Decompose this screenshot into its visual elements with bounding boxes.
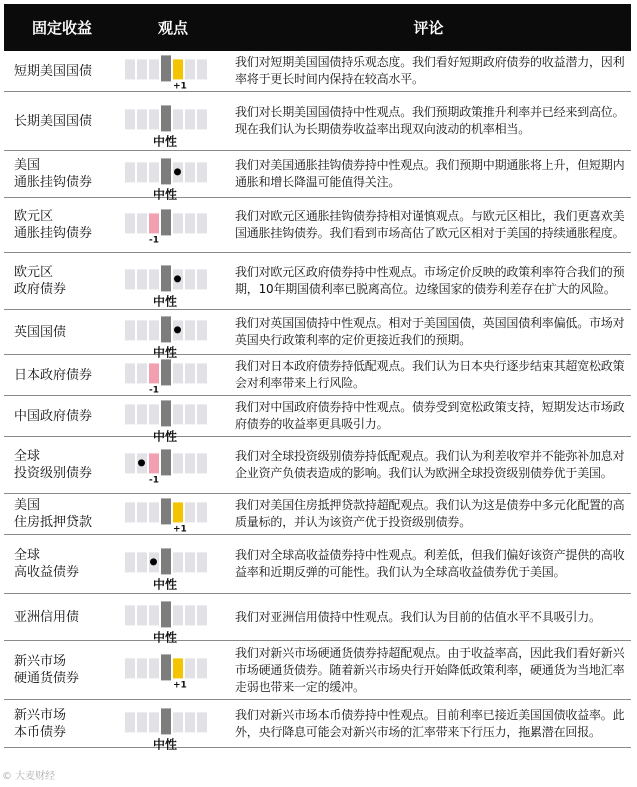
scale-segment	[185, 453, 195, 473]
view-scale	[125, 404, 221, 444]
scale-segment	[185, 404, 195, 424]
scale-segment	[125, 59, 135, 79]
scale-segment	[173, 712, 183, 732]
scale-segment	[185, 552, 195, 572]
view-scale-cell	[122, 437, 232, 493]
asset-class-label: 长期美国国债	[14, 113, 93, 129]
scale-segment	[137, 59, 147, 79]
scale-segment	[137, 363, 147, 383]
scale-segment	[161, 708, 171, 734]
scale-segment	[149, 59, 159, 79]
view-scale-cell	[122, 594, 232, 645]
views-table	[4, 51, 631, 751]
view-scale-cell	[122, 92, 232, 150]
scale-segment	[185, 162, 195, 182]
scale-segment	[125, 213, 135, 233]
comment-text: 我们对美国通胀挂钩债券持中性观点。我们预期中期通胀将上升，但短期内通胀和增长降温可能值得关注。	[235, 158, 625, 189]
view-scale	[125, 269, 221, 309]
table-row	[4, 437, 631, 494]
view-label: 中性	[153, 736, 178, 751]
view-scale	[125, 162, 221, 202]
watermark: © 大麦财经	[2, 771, 56, 782]
change-indicator-dot	[150, 558, 157, 565]
scale-segment	[185, 59, 195, 79]
scale-segment	[137, 320, 147, 340]
view-label: 中性	[153, 429, 178, 444]
header-asset-class: 固定收益	[31, 19, 92, 37]
scale-segment	[125, 320, 135, 340]
asset-class-label: 新兴市场 硬通货债券	[14, 654, 80, 686]
scale-segment	[185, 712, 195, 732]
table-row	[4, 92, 631, 151]
asset-class-label: 英国国债	[14, 324, 67, 340]
comment-text: 我们对全球高收益债券持中性观点。利差低，但我们偏好该资产提供的高收益率和近期反弹的可能性。我们认为全球高收益债券优于美国。	[235, 548, 625, 579]
scale-segment	[149, 269, 159, 289]
table-row	[4, 641, 631, 700]
view-scale-cell	[122, 641, 232, 699]
scale-segment	[197, 59, 207, 79]
scale-segment	[125, 269, 135, 289]
scale-segment	[161, 449, 171, 475]
scale-segment	[185, 109, 195, 129]
scale-segment	[173, 363, 183, 383]
scale-segment	[125, 363, 135, 383]
scale-segment	[161, 265, 171, 291]
table-row	[4, 310, 631, 360]
header-view: 观点	[157, 19, 188, 37]
header-comment: 评论	[413, 19, 444, 37]
comment-text: 我们对长期美国国债持中性观点。我们预期政策推升利率并已经来到高位。现在我们认为长期债券收益率出现双向波动的机率相当。	[235, 105, 625, 136]
view-scale-cell	[122, 355, 232, 395]
view-label: +1	[173, 524, 187, 535]
change-indicator-dot	[174, 326, 181, 333]
asset-class-label: 短期美国国债	[14, 63, 93, 79]
scale-segment	[125, 658, 135, 678]
scale-segment	[185, 502, 195, 522]
comment-text: 我们对全球投资级别债券持低配观点。我们认为利差收窄并不能弥补加息对企业资产负债表造成的影响。我们认为欧洲全球投资级别债券优于美国。	[235, 449, 625, 480]
change-indicator-dot	[174, 168, 181, 175]
scale-segment	[173, 453, 183, 473]
asset-class-label: 新兴市场 本币债券	[14, 707, 67, 740]
scale-segment	[137, 109, 147, 129]
scale-segment	[149, 453, 159, 473]
view-scale	[125, 605, 221, 645]
scale-segment	[161, 654, 171, 680]
scale-segment	[197, 320, 207, 340]
scale-segment	[125, 453, 135, 473]
scale-segment	[173, 59, 183, 79]
comment-text: 我们对新兴市场硬通货债券持超配观点。由于收益率高，因此我们看好新兴市场硬通货债券。随着新兴市场央行开始降低政策利率，硬通货为当地汇率走弱也带来一定的缓冲。	[235, 645, 625, 694]
view-scale-cell	[122, 535, 232, 593]
view-scale	[125, 453, 221, 486]
comment-text: 我们对亚洲信用债持中性观点。我们认为目前的估值水平不具吸引力。	[235, 609, 601, 624]
scale-segment	[197, 213, 207, 233]
scale-segment	[149, 712, 159, 732]
view-scale	[125, 502, 221, 535]
table-row	[4, 700, 631, 751]
view-scale-cell	[122, 494, 232, 534]
scale-segment	[161, 316, 171, 342]
comment-text: 我们对欧元区通胀挂钩债券持相对谨慎观点。与欧元区相比，我们更喜欢美国通胀挂钩债券。我们看到市场高估了欧元区相对于美国的持续通胀程度。	[235, 209, 625, 240]
scale-segment	[161, 400, 171, 426]
view-scale	[125, 363, 221, 396]
scale-segment	[197, 404, 207, 424]
scale-segment	[149, 658, 159, 678]
scale-segment	[149, 213, 159, 233]
scale-segment	[173, 552, 183, 572]
scale-segment	[185, 605, 195, 625]
asset-class-label: 全球 高收益债券	[14, 548, 80, 580]
view-label: -1	[149, 385, 159, 396]
view-scale-cell	[122, 198, 232, 252]
change-indicator-dot	[138, 459, 145, 466]
scale-segment	[161, 359, 171, 385]
scale-segment	[125, 404, 135, 424]
table-row	[4, 151, 631, 202]
scale-segment	[137, 269, 147, 289]
view-label: 中性	[153, 187, 178, 202]
scale-segment	[149, 162, 159, 182]
view-scale	[125, 658, 221, 691]
scale-segment	[149, 320, 159, 340]
scale-segment	[173, 658, 183, 678]
scale-segment	[173, 404, 183, 424]
view-scale-cell	[122, 151, 232, 202]
scale-segment	[197, 269, 207, 289]
scale-segment	[137, 712, 147, 732]
scale-segment	[137, 658, 147, 678]
asset-class-label: 亚洲信用债	[14, 609, 80, 625]
scale-segment	[125, 552, 135, 572]
asset-class-label: 欧元区 政府债券	[14, 265, 67, 297]
scale-segment	[149, 502, 159, 522]
comment-text: 我们对中国政府债券持中性观点。债券受到宽松政策支持，短期发达市场政府债券的收益率更具吸引力。	[235, 400, 625, 431]
view-label: 中性	[153, 577, 178, 592]
view-label: +1	[173, 680, 187, 691]
scale-segment	[125, 605, 135, 625]
view-scale-cell	[122, 310, 232, 360]
scale-segment	[197, 552, 207, 572]
scale-segment	[137, 552, 147, 572]
scale-segment	[185, 658, 195, 678]
scale-segment	[185, 269, 195, 289]
scale-segment	[137, 162, 147, 182]
view-scale-cell	[122, 700, 232, 751]
table-row	[4, 198, 631, 253]
scale-segment	[137, 213, 147, 233]
view-label: -1	[149, 235, 159, 246]
view-label: -1	[149, 475, 159, 486]
comment-text: 我们对欧元区政府债券持中性观点。市场定价反映的政策利率符合我们的预期，10年期国债利率已脱离高位。边缘国家的债券利差存在扩大的风险。	[235, 265, 625, 296]
scale-segment	[137, 404, 147, 424]
scale-segment	[197, 363, 207, 383]
table-row	[4, 396, 631, 444]
comment-text: 我们对美国住房抵押贷款持超配观点。我们认为这是债券中多元化配置的高质量标的，并认为该资产优于投资级别债券。	[235, 498, 625, 529]
scale-segment	[161, 548, 171, 574]
scale-segment	[161, 498, 171, 524]
asset-class-label: 中国政府债券	[14, 408, 93, 424]
scale-segment	[185, 320, 195, 340]
scale-segment	[173, 213, 183, 233]
scale-segment	[197, 162, 207, 182]
scale-segment	[161, 105, 171, 131]
view-scale-cell	[122, 51, 232, 91]
scale-segment	[197, 109, 207, 129]
scale-segment	[125, 502, 135, 522]
comment-text: 我们对新兴市场本币债券持中性观点。目前利率已接近美国国债收益率。此外，央行降息可能会对新兴市场的汇率带来下行压力，拖累潜在回报。	[235, 707, 625, 739]
table-row	[4, 51, 631, 92]
view-label: 中性	[153, 345, 178, 360]
view-scale	[125, 320, 221, 360]
comment-text: 我们对英国国债持中性观点。相对于美国国债，英国国债利率偏低。市场对英国央行政策利率的定价更接近我们的预期。	[235, 316, 625, 347]
scale-segment	[173, 109, 183, 129]
scale-segment	[161, 209, 171, 235]
comment-text: 我们对日本政府债券持低配观点。我们认为日本央行逐步结束其超宽松政策会对利率带来上行风险。	[235, 359, 625, 390]
scale-segment	[197, 605, 207, 625]
view-label: 中性	[153, 294, 178, 309]
scale-segment	[197, 712, 207, 732]
asset-class-label: 欧元区 通胀挂钩债券	[14, 209, 93, 241]
asset-class-label: 全球 投资级别债券	[14, 449, 93, 481]
asset-class-label: 日本政府债券	[14, 367, 93, 383]
scale-segment	[173, 502, 183, 522]
table-row	[4, 494, 631, 535]
table-row	[4, 594, 631, 645]
comment-text: 我们对短期美国国债持乐观态度。我们看好短期政府债券的收益潜力，因利率将于更长时间内保持在较高水平。	[235, 55, 625, 86]
scale-segment	[125, 712, 135, 732]
scale-segment	[197, 502, 207, 522]
scale-segment	[161, 601, 171, 627]
view-label: 中性	[153, 134, 178, 149]
asset-class-label: 美国 住房抵押贷款	[14, 498, 93, 530]
view-scale	[125, 59, 221, 92]
view-scale	[125, 712, 221, 751]
view-scale-cell	[122, 253, 232, 309]
scale-segment	[173, 605, 183, 625]
view-scale	[125, 552, 221, 592]
scale-segment	[185, 363, 195, 383]
view-scale-cell	[122, 396, 232, 444]
scale-segment	[161, 158, 171, 184]
table-header	[4, 4, 631, 51]
view-scale	[125, 213, 221, 246]
view-scale	[125, 109, 221, 149]
table-row	[4, 355, 631, 396]
scale-segment	[149, 109, 159, 129]
table-row	[4, 253, 631, 310]
scale-segment	[197, 453, 207, 473]
scale-segment	[149, 605, 159, 625]
change-indicator-dot	[174, 275, 181, 282]
scale-segment	[137, 605, 147, 625]
scale-segment	[125, 109, 135, 129]
view-label: +1	[173, 81, 187, 92]
view-label: 中性	[153, 630, 178, 645]
scale-segment	[149, 404, 159, 424]
scale-segment	[125, 162, 135, 182]
scale-segment	[185, 213, 195, 233]
asset-class-label: 美国 通胀挂钩债券	[14, 158, 93, 190]
scale-segment	[161, 55, 171, 81]
scale-segment	[149, 363, 159, 383]
scale-segment	[197, 658, 207, 678]
scale-segment	[137, 502, 147, 522]
table-row	[4, 535, 631, 594]
